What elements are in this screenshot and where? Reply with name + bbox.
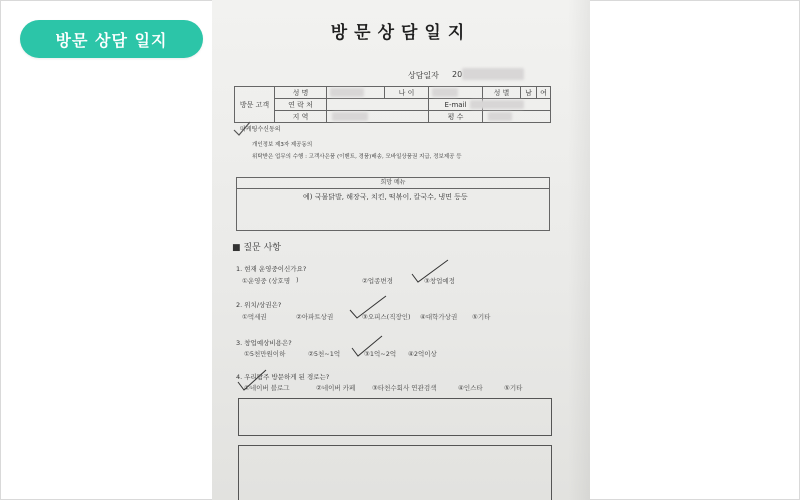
visitor-label: 방문 고객: [235, 87, 275, 123]
q1-option-1: ①운영중 (상호명: [242, 277, 291, 285]
region-label: 지 역: [275, 111, 327, 123]
date-label: 상담일자: [408, 71, 439, 80]
question-4: 4. 우리탐주 방문하게 된 경로는?: [236, 373, 330, 381]
q4-option-5: ⑤기타: [504, 384, 523, 392]
q3-option-2: ②5천~1억: [308, 350, 341, 358]
redacted-area: [488, 112, 512, 121]
answer-box-2: [238, 445, 552, 500]
gender-label: 성 별: [483, 87, 521, 99]
q4-option-2: ②네이버 카페: [316, 384, 356, 392]
questions-title: ■ 질문 사항: [232, 243, 282, 253]
q2-option-2: ②아파트상권: [296, 313, 334, 321]
q2-option-1: ①먹세권: [242, 313, 267, 321]
q3-check-icon: [350, 334, 384, 358]
q3-option-1: ①5천만원이하: [244, 350, 286, 358]
gender-female: 여: [537, 87, 551, 99]
contact-label: 연 락 처: [275, 99, 327, 111]
name-label: 성 명: [275, 87, 327, 99]
q4-option-3: ③타천수회사 연관검색: [372, 384, 437, 392]
email-label: E-mail: [429, 99, 483, 111]
age-label: 나 이: [385, 87, 429, 99]
preferred-menu-box: [236, 177, 550, 231]
q4-option-1: ①네이버 블로그: [244, 384, 290, 392]
q1-close-paren: ): [296, 276, 299, 284]
q1-option-3: ③창업예정: [424, 277, 455, 285]
date-year: 20: [452, 70, 463, 79]
question-2: 2. 위치/상권은?: [236, 301, 282, 309]
paper-shadow: [568, 0, 590, 500]
answer-box-1: [238, 398, 552, 436]
redacted-region: [332, 112, 368, 121]
preferred-menu-header: 희망 메뉴: [237, 178, 549, 189]
marketing-consent-title: 마케팅수신동의: [240, 126, 281, 133]
question-1: 1. 현재 운영중이신가요?: [236, 265, 307, 273]
area-label: 평 수: [429, 111, 483, 123]
q2-option-4: ④대학가상권: [420, 313, 458, 321]
q2-check-icon: [348, 294, 388, 320]
q3-option-4: ④2억이상: [408, 350, 437, 358]
title-badge: 방문 상담 일지: [20, 20, 203, 58]
redacted-email: [470, 100, 524, 109]
consent-line-2: 위탁받은 업무의 수행 : 고객사은품 (이벤트, 경품)배송, 모바일상품권 지급, 정보제공 등: [252, 154, 462, 160]
question-3: 3. 창업예상비용은?: [236, 339, 292, 347]
q1-check-icon: [410, 258, 450, 284]
q4-check-icon: [236, 368, 268, 392]
contact-value: [327, 99, 429, 111]
preferred-menu-example: 예) 국물닭발, 해장국, 치킨, 떡볶이, 칼국수, 냉면 등등: [303, 193, 468, 201]
gender-male: 남: [521, 87, 537, 99]
redacted-name: [330, 88, 364, 97]
redacted-age: [432, 88, 458, 97]
q4-option-4: ④인스타: [458, 384, 483, 392]
redacted-date: [462, 68, 524, 80]
document-title: 방문상담일지: [330, 23, 472, 43]
scanned-document: [212, 0, 590, 500]
q1-option-2: ②업종변경: [362, 277, 393, 285]
q2-option-5: ⑤기타: [472, 313, 491, 321]
consent-line-1: 개인정보 제3자 제공동의: [252, 142, 313, 148]
q2-option-3: ③오피스(직장인): [362, 313, 411, 321]
q3-option-3: ③1억~2억: [364, 350, 397, 358]
